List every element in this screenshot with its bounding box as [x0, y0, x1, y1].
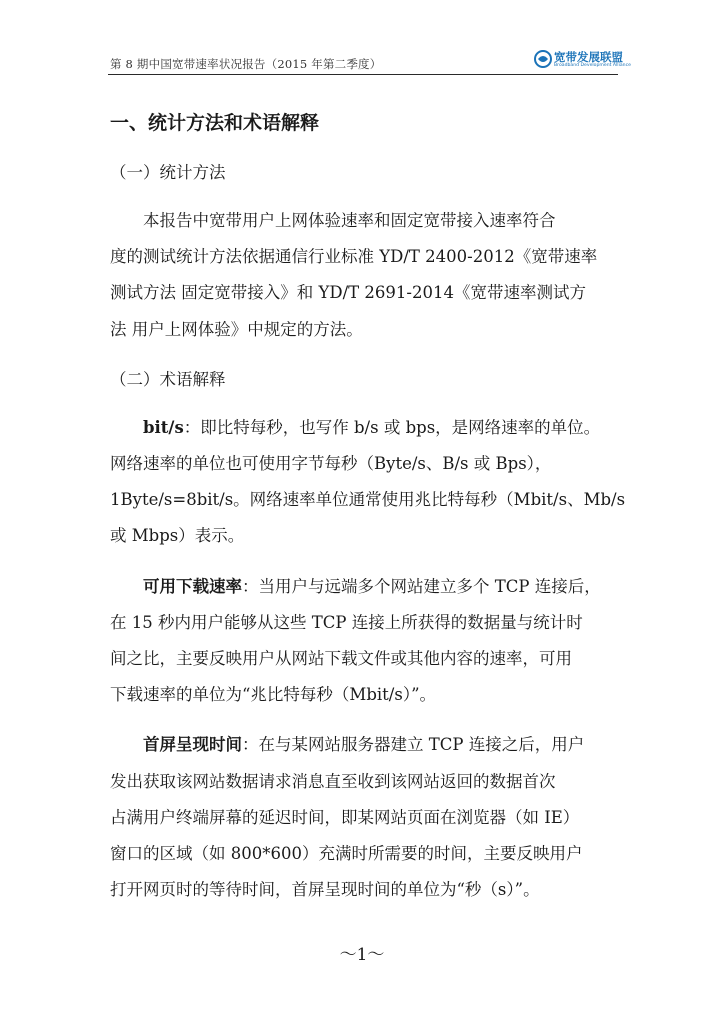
- term-definition: ：即比特每秒，也写作 b/s 或 bps，是网络速率的单位。: [183, 417, 601, 437]
- paragraph-bits: [110, 410, 626, 555]
- text-line: 度的测试统计方法依据通信行业标准 YD/T 2400-2012《宽带速率: [110, 247, 598, 267]
- text-line: 本报告中宽带用户上网体验速率和固定宽带接入速率符合: [143, 211, 556, 230]
- text-line: 1Byte/s=8bit/s。网络速率单位通常使用兆比特每秒（Mbit/s、Mb/s: [110, 490, 626, 510]
- text-line: 窗口的区域（如 800*600）充满时所需要的时间，主要反映用户: [110, 844, 583, 864]
- text-line: 网络速率的单位也可使用字节每秒（Byte/s、B/s 或 Bps），: [110, 454, 552, 474]
- paragraph-download: [110, 569, 618, 714]
- text-line: 占满用户终端屏幕的延迟时间，即某网站页面在浏览器（如 IE）: [110, 807, 580, 827]
- subsection-heading-methods: （一）统计方法: [110, 163, 226, 182]
- text-line: 在 15 秒内用户能够从这些 TCP 连接上所获得的数据量与统计时: [110, 612, 583, 632]
- alliance-logo-icon: [534, 50, 552, 68]
- subsection-heading-terms: （二）术语解释: [110, 369, 226, 389]
- text-line: 或 Mbps）表示。: [110, 526, 245, 546]
- text-line: 间之比，主要反映用户从网站下载文件或其他内容的速率，可用: [110, 649, 572, 669]
- document-body: [110, 105, 626, 922]
- text-line: 测试方法 固定宽带接入》和 YD/T 2691-2014《宽带速率测试方: [110, 283, 586, 303]
- page-number: ～1～: [339, 945, 385, 965]
- text-line: 下载速率的单位为“兆比特每秒（Mbit/s）”。: [110, 685, 437, 705]
- text-line: [110, 410, 618, 446]
- logo-text-cn: 宽带发展联盟: [554, 50, 623, 64]
- text-line: [110, 569, 618, 605]
- term-label: bit/s: [143, 417, 184, 437]
- header-divider: [108, 74, 618, 75]
- text-line: 发出获取该网站数据请求消息直至收到该网站返回的数据首次: [110, 771, 556, 791]
- section-heading: 一、统计方法和术语解释: [110, 112, 320, 134]
- paragraph-methods: [110, 203, 618, 348]
- term-label: 可用下载速率: [143, 576, 242, 596]
- page-header: [108, 44, 631, 72]
- term-definition: ：在与某网站服务器建立 TCP 连接之后，用户: [242, 735, 585, 755]
- term-label: 首屏呈现时间: [143, 735, 242, 755]
- term-definition: ：当用户与远端多个网站建立多个 TCP 连接后，: [242, 576, 601, 596]
- alliance-logo: [534, 48, 631, 72]
- text-line: 打开网页时的等待时间，首屏呈现时间的单位为“秒（s）”。: [110, 880, 540, 900]
- text-line: [110, 727, 618, 763]
- header-title: 第 8 期中国宽带速率状况报告（2015 年第二季度）: [110, 57, 382, 71]
- paragraph-first-screen: [110, 727, 618, 908]
- text-line: 法 用户上网体验》中规定的方法。: [110, 319, 363, 339]
- logo-text-en: Broadband Development Alliance: [554, 63, 631, 68]
